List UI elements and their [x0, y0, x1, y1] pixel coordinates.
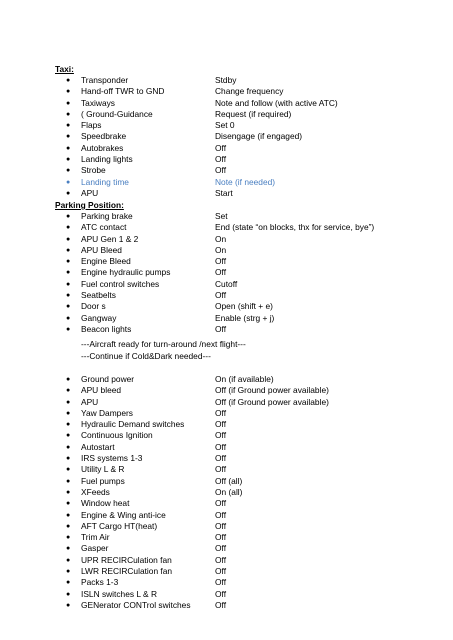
bullet-icon: ●: [66, 500, 71, 508]
bullet-icon: ●: [66, 455, 71, 463]
item-value: Off: [215, 267, 227, 278]
item-label: Flaps: [81, 120, 102, 131]
bullet-icon: ●: [66, 144, 71, 152]
list-item: [55, 279, 445, 290]
bullet-icon: ●: [66, 110, 71, 118]
bullet-icon: ●: [66, 579, 71, 587]
item-value: Off: [215, 323, 227, 334]
item-value: Start: [215, 187, 233, 198]
bullet-icon: ●: [66, 280, 71, 288]
item-label: APU Bleed: [81, 244, 122, 255]
list-item: [55, 188, 445, 199]
bullet-icon: ●: [66, 77, 71, 84]
bullet-icon: ●: [66, 133, 71, 141]
list-item: [55, 245, 445, 256]
item-value: Set: [215, 211, 228, 221]
item-label: Beacon lights: [81, 323, 132, 334]
list-item: [55, 453, 445, 464]
bullet-icon: ●: [66, 488, 71, 496]
item-label: Window heat: [81, 498, 130, 509]
list-item: [55, 442, 445, 453]
item-label: APU: [81, 187, 99, 198]
list-item: [55, 374, 445, 385]
bullet-icon: ●: [66, 556, 71, 564]
bullet-icon: ●: [66, 421, 71, 429]
bullet-icon: ●: [66, 601, 71, 609]
item-label: Autobrakes: [81, 142, 124, 153]
bullet-icon: ●: [66, 314, 71, 322]
bullet-icon: ●: [66, 122, 71, 130]
bullet-icon: ●: [66, 522, 71, 530]
list-item: [55, 397, 445, 408]
bullet-icon: ●: [66, 269, 71, 277]
item-value: Off (if Ground power available): [215, 396, 329, 407]
item-value: Off: [215, 407, 227, 418]
item-value: Cutoff: [215, 278, 238, 289]
item-label: Engine hydraulic pumps: [81, 267, 171, 278]
list-item: [55, 521, 445, 532]
bullet-icon: ●: [66, 398, 71, 406]
item-value: On (if available): [215, 374, 274, 384]
item-value: Change frequency: [215, 86, 284, 97]
list-item: [55, 408, 445, 419]
list-item: [55, 464, 445, 475]
list-item: [55, 566, 445, 577]
bullet-icon: ●: [66, 477, 71, 485]
item-label: UPR RECIRCulation fan: [81, 554, 172, 565]
bullet-icon: ●: [66, 189, 71, 197]
bullet-icon: ●: [66, 325, 71, 333]
item-label: Autostart: [81, 441, 115, 452]
item-value: Off: [215, 543, 227, 554]
taxi-list: [55, 75, 445, 199]
bullet-icon: ●: [66, 178, 71, 186]
item-value: On (all): [215, 486, 243, 497]
item-value: Stdby: [215, 75, 237, 85]
list-item: [55, 589, 445, 600]
item-value: Request (if required): [215, 108, 292, 119]
item-value: Off: [215, 577, 227, 588]
item-label: ( Ground-Guidance: [81, 108, 153, 119]
item-label: Continuous Ignition: [81, 430, 153, 441]
item-label: Engine Bleed: [81, 256, 131, 267]
item-label: IRS systems 1-3: [81, 453, 143, 464]
item-label: ATC contact: [81, 222, 127, 233]
item-value: On: [215, 244, 227, 255]
item-value: Off: [215, 441, 227, 452]
item-label: Utility L & R: [81, 464, 125, 475]
item-label: Yaw Dampers: [81, 407, 133, 418]
item-value: Off: [215, 566, 227, 577]
list-item: [55, 510, 445, 521]
bullet-icon: ●: [66, 545, 71, 553]
list-item: [55, 143, 445, 154]
bullet-icon: ●: [66, 246, 71, 254]
item-value: Note and follow (with active ATC): [215, 97, 338, 108]
item-value: Off (if Ground power available): [215, 385, 329, 396]
cold-dark-note: ---Continue if Cold&Dark needed---: [81, 351, 211, 361]
item-value: Off: [215, 165, 227, 176]
item-value: Off: [215, 419, 227, 430]
item-label: Gangway: [81, 312, 117, 323]
bullet-icon: ●: [66, 99, 71, 107]
bullet-icon: ●: [66, 213, 71, 220]
item-value: Enable (strg + j): [215, 312, 275, 323]
item-value: Off: [215, 532, 227, 543]
list-item: [55, 600, 445, 611]
list-item: [55, 86, 445, 97]
parking-list: [55, 211, 445, 335]
item-label: APU: [81, 396, 99, 407]
bullet-icon: ●: [66, 156, 71, 164]
item-label: Speedbrake: [81, 131, 127, 142]
item-label: Fuel control switches: [81, 278, 160, 289]
item-label: ISLN switches L & R: [81, 588, 158, 599]
item-value: End (state “on blocks, thx for service, bye”): [215, 222, 375, 233]
list-item: [55, 267, 445, 278]
bullet-icon: ●: [66, 88, 71, 96]
list-item: [55, 543, 445, 554]
cold-dark-list: [55, 374, 445, 611]
item-label: Landing lights: [81, 154, 133, 165]
bullet-icon: ●: [66, 303, 71, 311]
item-label: Taxiways: [81, 97, 115, 108]
item-label: Ground power: [81, 374, 135, 384]
list-item: [55, 487, 445, 498]
list-item: [55, 577, 445, 588]
list-item: [55, 234, 445, 245]
item-label: APU Gen 1 & 2: [81, 233, 139, 244]
item-label: XFeeds: [81, 486, 110, 497]
list-item: [55, 75, 445, 86]
list-item: [55, 555, 445, 566]
item-label: Engine & Wing anti-ice: [81, 509, 166, 520]
item-label: Gasper: [81, 543, 109, 554]
item-label: GENerator CONTrol switches: [81, 599, 191, 610]
list-item: [55, 430, 445, 441]
item-label: Seatbelts: [81, 290, 116, 301]
item-label: AFT Cargo HT(heat): [81, 520, 158, 531]
bullet-icon: ●: [66, 292, 71, 300]
item-value: Off: [215, 588, 227, 599]
item-value: Off: [215, 256, 227, 267]
item-value: Set 0: [215, 120, 235, 131]
item-label: Fuel pumps: [81, 475, 125, 486]
list-item: [55, 98, 445, 109]
list-item: [55, 131, 445, 142]
bullet-icon: ●: [66, 568, 71, 576]
bullet-icon: ●: [66, 387, 71, 395]
taxi-section-title: Taxi:: [55, 64, 74, 74]
list-item: [55, 313, 445, 324]
item-value: Disengage (if engaged): [215, 131, 303, 142]
item-value: Off: [215, 498, 227, 509]
list-item: [55, 498, 445, 509]
bullet-icon: ●: [66, 511, 71, 519]
item-label: APU bleed: [81, 385, 122, 396]
list-item: [55, 301, 445, 312]
item-value: Off: [215, 464, 227, 475]
turnaround-note: ---Aircraft ready for turn-around /next flight---: [81, 339, 246, 349]
bullet-icon: ●: [66, 534, 71, 542]
item-label: Hydraulic Demand switches: [81, 419, 185, 430]
item-value: Off: [215, 453, 227, 464]
item-value: Off: [215, 509, 227, 520]
item-value: Note (if needed): [215, 176, 276, 187]
item-value: Off: [215, 154, 227, 165]
bullet-icon: ●: [66, 443, 71, 451]
item-value: Off (all): [215, 475, 243, 486]
item-label: LWR RECIRCulation fan: [81, 566, 173, 577]
list-item: [55, 154, 445, 165]
list-item: [55, 290, 445, 301]
item-label: Parking brake: [81, 211, 133, 221]
list-item: [55, 177, 445, 188]
item-label: Hand-off TWR to GND: [81, 86, 165, 97]
list-item: [55, 222, 445, 233]
list-item: [55, 419, 445, 430]
item-value: Off: [215, 599, 227, 610]
bullet-icon: ●: [66, 224, 71, 232]
item-label: Strobe: [81, 165, 106, 176]
parking-section-title: Parking Position:: [55, 200, 124, 210]
item-value: Off: [215, 520, 227, 531]
list-item: [55, 120, 445, 131]
list-item: [55, 532, 445, 543]
list-item: [55, 476, 445, 487]
bullet-icon: ●: [66, 258, 71, 266]
item-label: Trim Air: [81, 532, 110, 543]
item-value: On: [215, 233, 227, 244]
item-value: Off: [215, 430, 227, 441]
item-label: Landing time: [81, 176, 129, 187]
item-label: Packs 1-3: [81, 577, 119, 588]
bullet-icon: ●: [66, 590, 71, 598]
list-item: [55, 385, 445, 396]
list-item: [55, 256, 445, 267]
list-item: [55, 165, 445, 176]
item-value: Off: [215, 554, 227, 565]
item-value: Open (shift + e): [215, 301, 273, 312]
item-value: Off: [215, 290, 227, 301]
bullet-icon: ●: [66, 376, 71, 383]
bullet-icon: ●: [66, 466, 71, 474]
item-value: Off: [215, 142, 227, 153]
bullet-icon: ●: [66, 235, 71, 243]
item-label: Transponder: [81, 75, 129, 85]
bullet-icon: ●: [66, 167, 71, 175]
bullet-icon: ●: [66, 409, 71, 417]
list-item: [55, 211, 445, 222]
item-label: Door s: [81, 301, 106, 312]
bullet-icon: ●: [66, 432, 71, 440]
list-item: [55, 324, 445, 335]
list-item: [55, 109, 445, 120]
